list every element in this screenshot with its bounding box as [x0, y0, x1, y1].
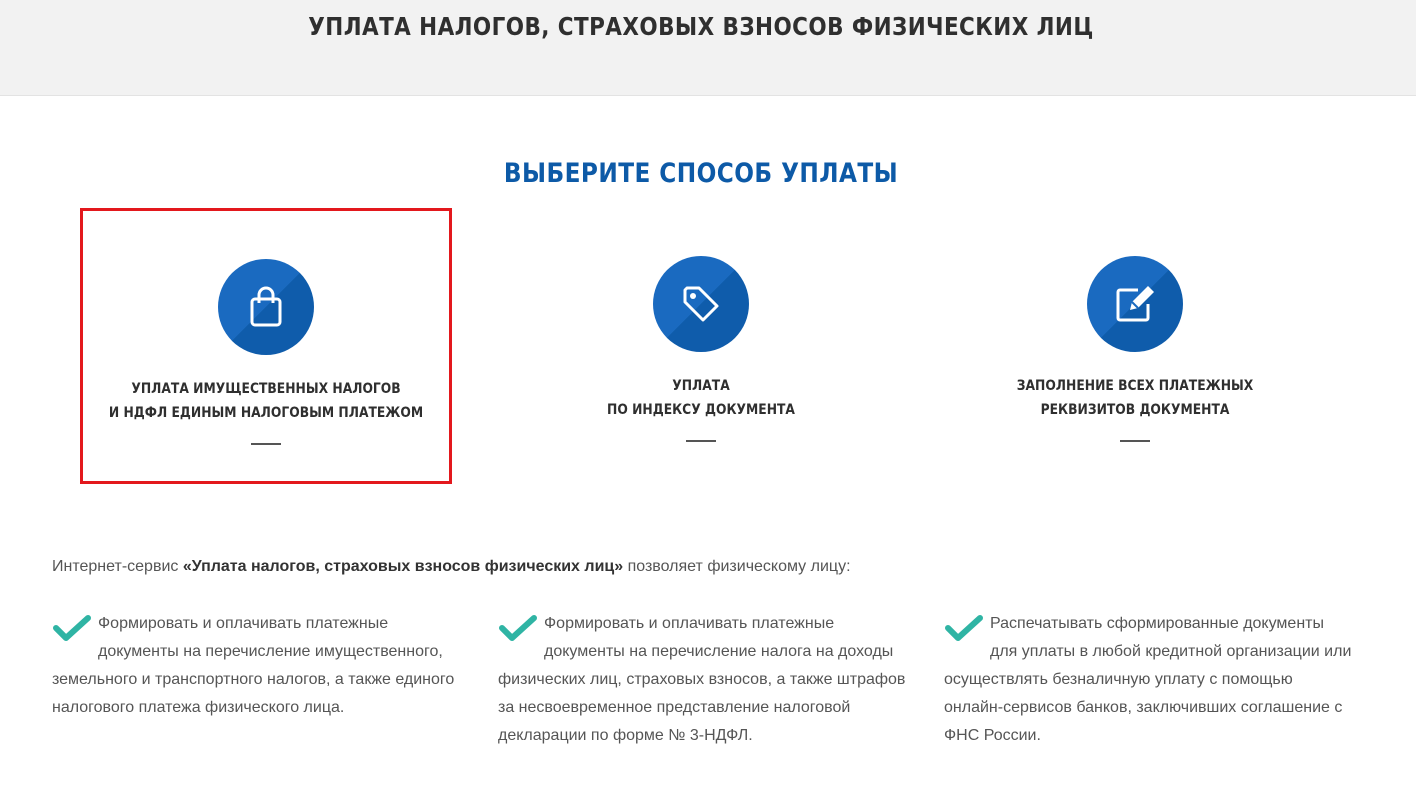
option-icon-circle	[218, 259, 314, 355]
checkmark-icon	[944, 614, 984, 642]
option-divider	[686, 440, 716, 442]
option-label: УПЛАТА ИМУЩЕСТВЕННЫХ НАЛОГОВ И НДФЛ ЕДИНЫМ НАЛОГОВЫМ ПЛАТЕЖОМ	[108, 381, 424, 421]
service-description: Интернет-сервис «Уплата налогов, страховых взносов физических лиц» позволяет физическому лицу:	[52, 558, 851, 575]
option-label: УПЛАТА ПО ИНДЕКСУ ДОКУМЕНТА	[607, 378, 795, 418]
option-icon-circle	[1087, 256, 1183, 352]
feature-item	[944, 610, 1354, 750]
option-divider	[251, 443, 281, 445]
shopping-bag-icon	[246, 285, 286, 329]
tag-icon	[679, 282, 723, 326]
service-name: «Уплата налогов, страховых взносов физических лиц»	[182, 558, 624, 575]
feature-item	[498, 610, 908, 750]
feature-text: Распечатывать сформированные документы для уплаты в любой кредитной организации или осуществлять безналичную уплату с помощью онлайн-сервисов банков, заключивших соглашение с ФНС России.	[944, 615, 1352, 744]
option-icon-circle	[653, 256, 749, 352]
option-divider	[1120, 440, 1150, 442]
edit-icon	[1112, 282, 1158, 326]
payment-option-single-tax-payment[interactable]	[80, 208, 452, 484]
checkmark-icon	[52, 614, 92, 642]
feature-text: Формировать и оплачивать платежные документы на перечисление имущественного, земельного и транспортного налогов, а также единого налогового платежа физического лица.	[52, 615, 455, 716]
payment-option-fill-all-details[interactable]	[949, 208, 1321, 484]
checkmark-icon	[498, 614, 538, 642]
payment-option-by-document-index[interactable]	[515, 208, 887, 484]
page-title: УПЛАТА НАЛОГОВ, СТРАХОВЫХ ВЗНОСОВ ФИЗИЧЕСКИХ ЛИЦ	[308, 12, 1094, 41]
feature-item	[52, 610, 462, 722]
section-title: ВЫБЕРИТЕ СПОСОБ УПЛАТЫ	[503, 158, 899, 189]
feature-text: Формировать и оплачивать платежные документы на перечисление налога на доходы физических лиц, страховых взносов, а также штрафов за несвоевременное представление налоговой декларации по форме № 3-НДФЛ.	[498, 615, 906, 744]
option-label: ЗАПОЛНЕНИЕ ВСЕХ ПЛАТЕЖНЫХ РЕКВИЗИТОВ ДОКУМЕНТА	[1016, 378, 1254, 418]
page-header	[0, 0, 1416, 96]
